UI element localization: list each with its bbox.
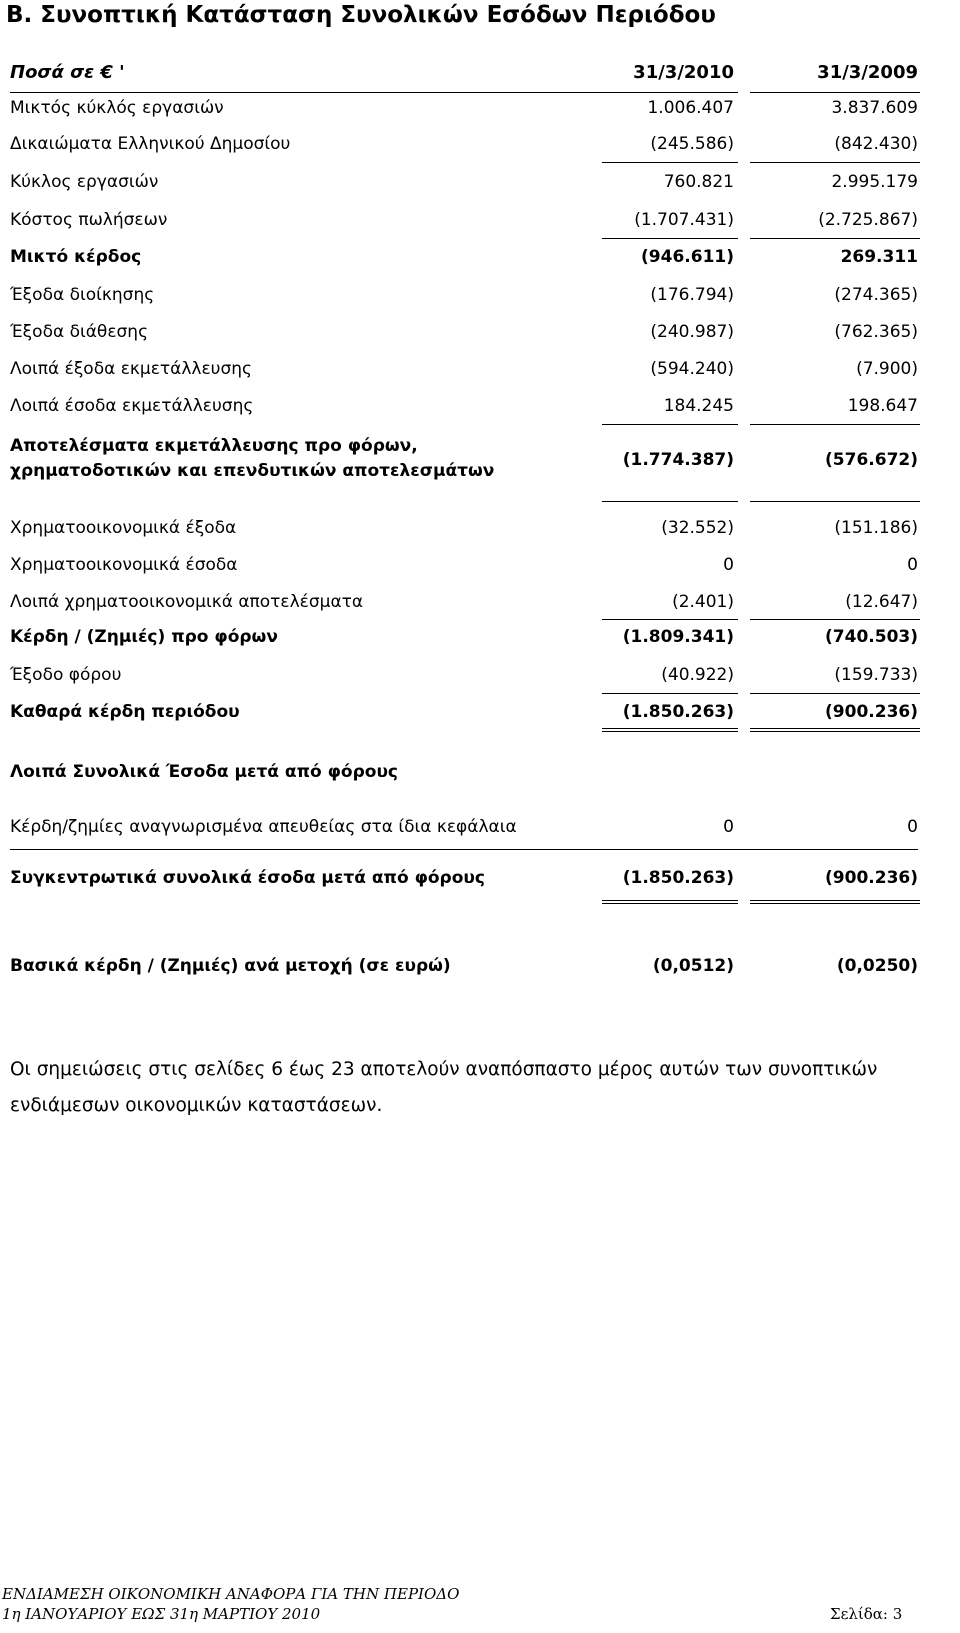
subtotal-rule <box>602 693 738 694</box>
row-label: Κέρδη / (Ζημιές) προ φόρων <box>10 627 278 647</box>
subtotal-rule <box>750 162 920 163</box>
subtotal-rule <box>750 501 920 502</box>
value-2010: 1.006.407 <box>647 98 734 118</box>
subtotal-rule <box>750 424 920 425</box>
value-2010: (176.794) <box>650 285 734 305</box>
value-2009: (159.733) <box>834 665 918 685</box>
value-2010: (40.922) <box>661 665 734 685</box>
subtotal-rule <box>602 162 738 163</box>
value-2010: (1.707.431) <box>634 210 734 230</box>
value-2010: 184.245 <box>663 396 734 416</box>
value-2009: (274.365) <box>834 285 918 305</box>
row-label: Βασικά κέρδη / (Ζημιές) ανά μετοχή (σε ευρώ) <box>10 956 451 976</box>
notes-text: Οι σημειώσεις στις σελίδες 6 έως 23 αποτελούν αναπόσπαστο μέρος αυτών των συνοπτικών ενδιάμεσων οικονομικών καταστάσεων. <box>10 1059 878 1116</box>
value-2009: (12.647) <box>845 592 918 612</box>
value-2010: (240.987) <box>650 322 734 342</box>
total-rule <box>750 900 920 901</box>
value-2009: 3.837.609 <box>831 98 918 118</box>
total-rule <box>750 903 920 904</box>
value-2010: (946.611) <box>641 247 734 267</box>
value-2009: 0 <box>907 817 918 837</box>
row-label: Έξοδο φόρου <box>10 665 122 685</box>
value-2010: (1.809.341) <box>622 627 734 647</box>
value-2010: (1.850.263) <box>622 702 734 722</box>
row-label: Μικτός κύκλός εργασιών <box>10 98 224 118</box>
value-2009: (576.672) <box>825 450 918 470</box>
column-header-2009: 31/3/2009 <box>817 62 918 83</box>
subtotal-rule <box>602 619 738 620</box>
total-rule <box>602 903 738 904</box>
footer-report-title: ΕΝΔΙΑΜΕΣΗ ΟΙΚΟΝΟΜΙΚΗ ΑΝΑΦΟΡΑ ΓΙΑ ΤΗΝ ΠΕΡΙΟΔΟ <box>2 1585 460 1603</box>
value-2009: (900.236) <box>825 868 918 888</box>
value-2010: 760.821 <box>663 172 734 192</box>
value-2009: (7.900) <box>856 359 918 379</box>
subtotal-rule <box>750 238 920 239</box>
value-2010: (32.552) <box>661 518 734 538</box>
subtotal-rule <box>602 424 738 425</box>
row-label: Έξοδα διοίκησης <box>10 285 155 305</box>
subtotal-rule <box>602 238 738 239</box>
value-2009: 269.311 <box>840 247 918 267</box>
row-label: Κύκλος εργασιών <box>10 172 159 192</box>
row-label: Έξοδα διάθεσης <box>10 322 149 342</box>
value-2009: (0,0250) <box>836 956 918 976</box>
page-title: Β. Συνοπτική Κατάσταση Συνολικών Εσόδων Περιόδου <box>6 2 716 28</box>
value-2010: (594.240) <box>650 359 734 379</box>
total-rule <box>602 728 738 729</box>
footer-period: 1η ΙΑΝΟΥΑΡΙΟΥ ΕΩΣ 31η ΜΑΡΤΙΟΥ 2010 <box>2 1605 321 1623</box>
value-2009: (842.430) <box>834 134 918 154</box>
subtotal-rule <box>750 619 920 620</box>
table-row <box>0 436 960 488</box>
row-label: Λοιπά έξοδα εκμετάλλευσης <box>10 359 253 379</box>
row-label: Καθαρά κέρδη περιόδου <box>10 702 240 722</box>
header-rule <box>10 92 738 93</box>
value-2010: 0 <box>723 555 734 575</box>
value-2010: 0 <box>723 817 734 837</box>
subtotal-rule <box>750 693 920 694</box>
value-2009: (2.725.867) <box>818 210 918 230</box>
total-rule <box>750 728 920 729</box>
value-2010: (2.401) <box>672 592 734 612</box>
total-rule <box>602 731 738 732</box>
row-label: Αποτελέσματα εκμετάλλευσης προ φόρων, <box>10 436 418 456</box>
value-2009: (740.503) <box>825 627 918 647</box>
column-header-2010: 31/3/2010 <box>633 62 734 83</box>
row-label: Μικτό κέρδος <box>10 247 142 267</box>
row-label: Κόστος πωλήσεων <box>10 210 168 230</box>
row-label: χρηματοδοτικών και επενδυτικών αποτελεσμάτων <box>10 461 495 481</box>
value-2009: (151.186) <box>834 518 918 538</box>
value-2009: 2.995.179 <box>831 172 918 192</box>
value-2010: (245.586) <box>650 134 734 154</box>
section-rule <box>10 849 918 850</box>
header-rule <box>750 92 920 93</box>
row-label: Συγκεντρωτικά συνολικά έσοδα μετά από φόρους <box>10 868 485 888</box>
row-label: Δικαιώματα Ελληνικού Δημοσίου <box>10 134 291 154</box>
row-label: Χρηματοοικονομικά έξοδα <box>10 518 237 538</box>
subtotal-rule <box>602 501 738 502</box>
value-2010: (1.850.263) <box>622 868 734 888</box>
value-2009: (762.365) <box>834 322 918 342</box>
row-label: Χρηματοοικονομικά έσοδα <box>10 555 238 575</box>
page-number: Σελίδα: 3 <box>830 1605 903 1623</box>
row-label: Λοιπά έσοδα εκμετάλλευσης <box>10 396 254 416</box>
total-rule <box>750 731 920 732</box>
value-2010: (1.774.387) <box>622 450 734 470</box>
row-label: Κέρδη/ζημίες αναγνωρισμένα απευθείας στα ίδια κεφάλαια <box>10 817 517 837</box>
value-2010: (0,0512) <box>652 956 734 976</box>
row-label: Λοιπά Συνολικά Έσοδα μετά από φόρους <box>10 762 399 782</box>
row-label: Λοιπά χρηματοοικονομικά αποτελέσματα <box>10 592 364 612</box>
total-rule <box>602 900 738 901</box>
value-2009: 198.647 <box>847 396 918 416</box>
value-2009: (900.236) <box>825 702 918 722</box>
value-2009: 0 <box>907 555 918 575</box>
amounts-unit-label: Ποσά σε € ' <box>10 62 125 83</box>
